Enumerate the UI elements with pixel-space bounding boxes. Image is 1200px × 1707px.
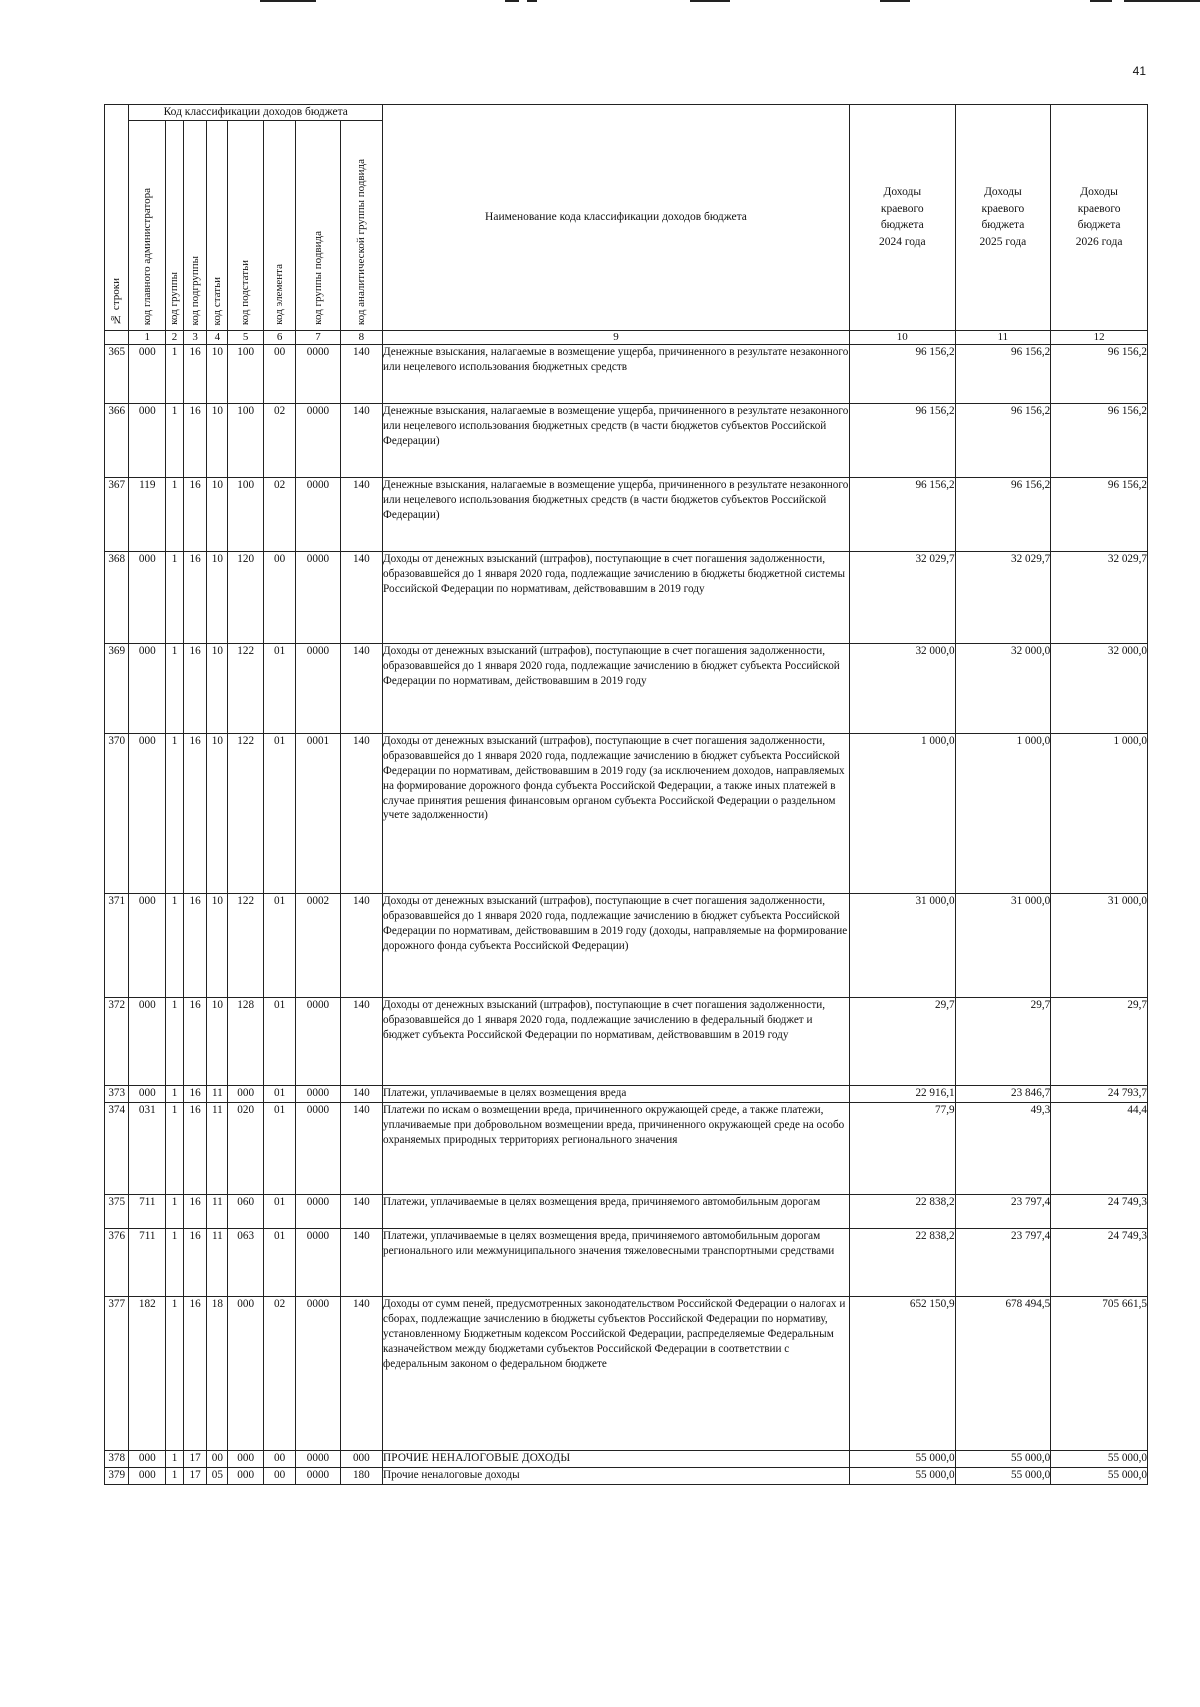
- row-number: 378: [105, 1450, 129, 1467]
- admin-code: 182: [129, 1296, 166, 1450]
- subarticle-code: 000: [228, 1085, 264, 1102]
- group-code: 1: [166, 643, 184, 733]
- element-code: 00: [263, 551, 295, 643]
- table-row: [105, 643, 1148, 733]
- revenue-description: Денежные взыскания, налагаемые в возмещение ущерба, причиненного в результате незаконного или нецелевого использования бюджетных средств (в части бюджетов субъектов Российской Федерации): [383, 403, 850, 477]
- amount-2024: 32 029,7: [849, 551, 955, 643]
- group-code: 1: [166, 551, 184, 643]
- analytic-code: 140: [340, 1228, 382, 1296]
- row-number: 374: [105, 1102, 129, 1194]
- admin-code: 000: [129, 733, 166, 893]
- subtype-group-code: 0000: [296, 551, 340, 643]
- header-element-code: код элемента: [263, 120, 295, 330]
- amount-2026: 96 156,2: [1051, 344, 1148, 403]
- subgroup-code: 16: [183, 1194, 206, 1228]
- table-row: [105, 1450, 1148, 1467]
- amount-2026: 44,4: [1051, 1102, 1148, 1194]
- header-analytic-group-code: код аналитической группы подвида: [340, 120, 382, 330]
- group-code: 1: [166, 1194, 184, 1228]
- admin-code: 000: [129, 643, 166, 733]
- admin-code: 000: [129, 1467, 166, 1484]
- subgroup-code: 16: [183, 733, 206, 893]
- header-year-2026: Доходы краевого бюджета 2026 года: [1051, 105, 1148, 331]
- subarticle-code: 000: [228, 1296, 264, 1450]
- element-code: 01: [263, 643, 295, 733]
- subgroup-code: 16: [183, 893, 206, 997]
- subtype-group-code: 0000: [296, 1194, 340, 1228]
- amount-2026: 96 156,2: [1051, 477, 1148, 551]
- column-number: 7: [296, 330, 340, 344]
- element-code: 01: [263, 1194, 295, 1228]
- subarticle-code: 122: [228, 893, 264, 997]
- amount-2026: 32 000,0: [1051, 643, 1148, 733]
- column-number: [105, 330, 129, 344]
- analytic-code: 140: [340, 1296, 382, 1450]
- table-row: [105, 1102, 1148, 1194]
- admin-code: 031: [129, 1102, 166, 1194]
- article-code: 10: [207, 893, 228, 997]
- page-number: 41: [1132, 64, 1146, 78]
- element-code: 01: [263, 1228, 295, 1296]
- group-code: 1: [166, 733, 184, 893]
- amount-2026: 31 000,0: [1051, 893, 1148, 997]
- header-year-2025: Доходы краевого бюджета 2025 года: [955, 105, 1051, 331]
- amount-2025: 29,7: [955, 997, 1051, 1085]
- revenue-description: Доходы от денежных взысканий (штрафов), поступающие в счет погашения задолженности, образовавшейся до 1 января 2020 года, подлежащие зачислению в бюджет субъекта Российской Федерации по нормативам, действовавшим в 2019 году (доходы, направляемые на формирование дорожного фонда субъекта Российской Федерации): [383, 893, 850, 997]
- row-number: 373: [105, 1085, 129, 1102]
- admin-code: 000: [129, 551, 166, 643]
- amount-2026: 24 749,3: [1051, 1228, 1148, 1296]
- subtype-group-code: 0000: [296, 1467, 340, 1484]
- subtype-group-code: 0000: [296, 1228, 340, 1296]
- subgroup-code: 16: [183, 344, 206, 403]
- article-code: 11: [207, 1228, 228, 1296]
- amount-2025: 32 000,0: [955, 643, 1051, 733]
- table-row: [105, 997, 1148, 1085]
- header-subgroup-code: код подгруппы: [183, 120, 206, 330]
- element-code: 01: [263, 1102, 295, 1194]
- element-code: 01: [263, 893, 295, 997]
- admin-code: 711: [129, 1194, 166, 1228]
- subarticle-code: 122: [228, 733, 264, 893]
- article-code: 10: [207, 477, 228, 551]
- article-code: 00: [207, 1450, 228, 1467]
- subtype-group-code: 0000: [296, 1085, 340, 1102]
- table-row: [105, 733, 1148, 893]
- table-row: [105, 1194, 1148, 1228]
- amount-2025: 678 494,5: [955, 1296, 1051, 1450]
- admin-code: 000: [129, 403, 166, 477]
- article-code: 11: [207, 1085, 228, 1102]
- header-subarticle-code: код подстатьи: [228, 120, 264, 330]
- subgroup-code: 16: [183, 1102, 206, 1194]
- scan-edge-marks: [0, 0, 1200, 6]
- amount-2024: 32 000,0: [849, 643, 955, 733]
- table-row: [105, 893, 1148, 997]
- column-number: 3: [183, 330, 206, 344]
- admin-code: 000: [129, 893, 166, 997]
- subtype-group-code: 0000: [296, 1102, 340, 1194]
- amount-2026: 55 000,0: [1051, 1450, 1148, 1467]
- subarticle-code: 063: [228, 1228, 264, 1296]
- row-number: 375: [105, 1194, 129, 1228]
- row-number: 372: [105, 997, 129, 1085]
- amount-2026: 1 000,0: [1051, 733, 1148, 893]
- subgroup-code: 17: [183, 1450, 206, 1467]
- subtype-group-code: 0000: [296, 477, 340, 551]
- column-number: 9: [383, 330, 850, 344]
- amount-2026: 96 156,2: [1051, 403, 1148, 477]
- row-number: 377: [105, 1296, 129, 1450]
- column-number: 2: [166, 330, 184, 344]
- analytic-code: 140: [340, 1085, 382, 1102]
- analytic-code: 140: [340, 997, 382, 1085]
- row-number: 371: [105, 893, 129, 997]
- element-code: 02: [263, 1296, 295, 1450]
- revenue-description: Доходы от денежных взысканий (штрафов), поступающие в счет погашения задолженности, образовавшейся до 1 января 2020 года, подлежащие зачислению в бюджеты бюджетной системы Российской Федерации по нормативам, действовавшим в 2019 году: [383, 551, 850, 643]
- subarticle-code: 100: [228, 344, 264, 403]
- amount-2024: 96 156,2: [849, 344, 955, 403]
- group-code: 1: [166, 1467, 184, 1484]
- subtype-group-code: 0001: [296, 733, 340, 893]
- amount-2024: 22 916,1: [849, 1085, 955, 1102]
- subgroup-code: 16: [183, 997, 206, 1085]
- analytic-code: 140: [340, 403, 382, 477]
- element-code: 01: [263, 733, 295, 893]
- article-code: 11: [207, 1194, 228, 1228]
- group-code: 1: [166, 997, 184, 1085]
- subgroup-code: 16: [183, 1296, 206, 1450]
- header-admin-code: код главного администратора: [129, 120, 166, 330]
- column-number: 4: [207, 330, 228, 344]
- row-number: 365: [105, 344, 129, 403]
- article-code: 10: [207, 551, 228, 643]
- subarticle-code: 100: [228, 403, 264, 477]
- admin-code: 711: [129, 1228, 166, 1296]
- element-code: 01: [263, 1085, 295, 1102]
- article-code: 10: [207, 403, 228, 477]
- revenue-description: Прочие неналоговые доходы: [383, 1467, 850, 1484]
- analytic-code: 140: [340, 893, 382, 997]
- column-number: 11: [955, 330, 1051, 344]
- header-row-number: № строки: [105, 105, 129, 331]
- analytic-code: 000: [340, 1450, 382, 1467]
- subgroup-code: 16: [183, 1228, 206, 1296]
- amount-2024: 22 838,2: [849, 1228, 955, 1296]
- row-number: 368: [105, 551, 129, 643]
- column-number: 10: [849, 330, 955, 344]
- revenue-description: Платежи, уплачиваемые в целях возмещения вреда: [383, 1085, 850, 1102]
- amount-2025: 32 029,7: [955, 551, 1051, 643]
- amount-2025: 23 797,4: [955, 1194, 1051, 1228]
- amount-2025: 23 797,4: [955, 1228, 1051, 1296]
- admin-code: 000: [129, 1085, 166, 1102]
- header-year-2024: Доходы краевого бюджета 2024 года: [849, 105, 955, 331]
- article-code: 10: [207, 997, 228, 1085]
- column-number: 5: [228, 330, 264, 344]
- amount-2026: 32 029,7: [1051, 551, 1148, 643]
- subtype-group-code: 0000: [296, 344, 340, 403]
- amount-2024: 96 156,2: [849, 403, 955, 477]
- column-number-row: [105, 330, 1148, 344]
- subarticle-code: 020: [228, 1102, 264, 1194]
- amount-2024: 22 838,2: [849, 1194, 955, 1228]
- analytic-code: 140: [340, 551, 382, 643]
- element-code: 00: [263, 344, 295, 403]
- group-code: 1: [166, 1450, 184, 1467]
- row-number: 370: [105, 733, 129, 893]
- amount-2024: 652 150,9: [849, 1296, 955, 1450]
- admin-code: 119: [129, 477, 166, 551]
- element-code: 00: [263, 1467, 295, 1484]
- amount-2026: 705 661,5: [1051, 1296, 1148, 1450]
- revenue-description: Доходы от денежных взысканий (штрафов), поступающие в счет погашения задолженности, образовавшейся до 1 января 2020 года, подлежащие зачислению в федеральный бюджет и бюджет субъекта Российской Федерации по нормативам, действовавшим в 2019 году: [383, 997, 850, 1085]
- revenue-description: Доходы от сумм пеней, предусмотренных законодательством Российской Федерации о налогах и сборах, подлежащие зачислению в бюджеты субъектов Российской Федерации по нормативу, установленному Бюджетным кодексом Российской Федерации, распределяемые Федеральным казначейством между бюджетами субъектов Российской Федерации в соответствии с федеральным законом о федеральном бюджете: [383, 1296, 850, 1450]
- table-row: [105, 551, 1148, 643]
- amount-2024: 96 156,2: [849, 477, 955, 551]
- row-number: 367: [105, 477, 129, 551]
- amount-2024: 1 000,0: [849, 733, 955, 893]
- table-row: [105, 477, 1148, 551]
- revenue-description: Доходы от денежных взысканий (штрафов), поступающие в счет погашения задолженности, образовавшейся до 1 января 2020 года, подлежащие зачислению в бюджет субъекта Российской Федерации по нормативам, действовавшим в 2019 году (за исключением доходов, направляемых на формирование дорожного фонда субъекта Российской Федерации, а также иных платежей в случае принятия решения финансовым органом субъекта Российской Федерации о раздельном учете задолженности): [383, 733, 850, 893]
- amount-2025: 31 000,0: [955, 893, 1051, 997]
- amount-2024: 77,9: [849, 1102, 955, 1194]
- table-row: [105, 1228, 1148, 1296]
- subarticle-code: 128: [228, 997, 264, 1085]
- admin-code: 000: [129, 344, 166, 403]
- subarticle-code: 060: [228, 1194, 264, 1228]
- analytic-code: 140: [340, 344, 382, 403]
- subarticle-code: 000: [228, 1467, 264, 1484]
- analytic-code: 140: [340, 1102, 382, 1194]
- amount-2025: 96 156,2: [955, 477, 1051, 551]
- amount-2025: 55 000,0: [955, 1450, 1051, 1467]
- group-code: 1: [166, 403, 184, 477]
- revenue-description: Денежные взыскания, налагаемые в возмещение ущерба, причиненного в результате незаконного или нецелевого использования бюджетных средств: [383, 344, 850, 403]
- group-code: 1: [166, 477, 184, 551]
- subtype-group-code: 0000: [296, 997, 340, 1085]
- table-row: [105, 344, 1148, 403]
- admin-code: 000: [129, 1450, 166, 1467]
- amount-2025: 55 000,0: [955, 1467, 1051, 1484]
- element-code: 02: [263, 403, 295, 477]
- column-number: 12: [1051, 330, 1148, 344]
- analytic-code: 140: [340, 643, 382, 733]
- table-row: [105, 403, 1148, 477]
- subarticle-code: 100: [228, 477, 264, 551]
- amount-2025: 96 156,2: [955, 403, 1051, 477]
- amount-2025: 23 846,7: [955, 1085, 1051, 1102]
- amount-2025: 1 000,0: [955, 733, 1051, 893]
- amount-2025: 96 156,2: [955, 344, 1051, 403]
- column-number: 6: [263, 330, 295, 344]
- revenue-description: Платежи по искам о возмещении вреда, причиненного окружающей среде, а также платежи, уплачиваемые при добровольном возмещении вреда, причиненного окружающей среде на особо охраняемых природных территориях регионального значения: [383, 1102, 850, 1194]
- subgroup-code: 16: [183, 551, 206, 643]
- revenue-description: Доходы от денежных взысканий (штрафов), поступающие в счет погашения задолженности, образовавшейся до 1 января 2020 года, подлежащие зачислению в бюджет субъекта Российской Федерации по нормативам, действовавшим в 2019 году: [383, 643, 850, 733]
- table-row: [105, 1085, 1148, 1102]
- table-row: [105, 1296, 1148, 1450]
- header-subtype-group-code: код группы подвида: [296, 120, 340, 330]
- revenue-description: Платежи, уплачиваемые в целях возмещения вреда, причиняемого автомобильным дорогам: [383, 1194, 850, 1228]
- analytic-code: 180: [340, 1467, 382, 1484]
- subarticle-code: 120: [228, 551, 264, 643]
- analytic-code: 140: [340, 1194, 382, 1228]
- amount-2024: 29,7: [849, 997, 955, 1085]
- subarticle-code: 122: [228, 643, 264, 733]
- column-number: 1: [129, 330, 166, 344]
- amount-2026: 24 749,3: [1051, 1194, 1148, 1228]
- row-number: 379: [105, 1467, 129, 1484]
- revenue-description: Денежные взыскания, налагаемые в возмещение ущерба, причиненного в результате незаконного или нецелевого использования бюджетных средств (в части бюджетов субъектов Российской Федерации): [383, 477, 850, 551]
- article-code: 11: [207, 1102, 228, 1194]
- header-code-group: Код классификации доходов бюджета: [129, 105, 383, 121]
- analytic-code: 140: [340, 733, 382, 893]
- row-number: 366: [105, 403, 129, 477]
- group-code: 1: [166, 344, 184, 403]
- budget-revenue-table: [104, 104, 1148, 1485]
- element-code: 01: [263, 997, 295, 1085]
- amount-2026: 24 793,7: [1051, 1085, 1148, 1102]
- amount-2024: 55 000,0: [849, 1467, 955, 1484]
- article-code: 05: [207, 1467, 228, 1484]
- revenue-description: Платежи, уплачиваемые в целях возмещения вреда, причиняемого автомобильным дорогам регионального или межмуниципального значения тяжеловесными транспортными средствами: [383, 1228, 850, 1296]
- group-code: 1: [166, 1296, 184, 1450]
- amount-2026: 55 000,0: [1051, 1467, 1148, 1484]
- article-code: 10: [207, 643, 228, 733]
- header-group-code: код группы: [166, 120, 184, 330]
- subtype-group-code: 0000: [296, 1296, 340, 1450]
- admin-code: 000: [129, 997, 166, 1085]
- header-description: Наименование кода классификации доходов бюджета: [383, 105, 850, 331]
- amount-2024: 31 000,0: [849, 893, 955, 997]
- subtype-group-code: 0002: [296, 893, 340, 997]
- subarticle-code: 000: [228, 1450, 264, 1467]
- subgroup-code: 16: [183, 477, 206, 551]
- row-number: 369: [105, 643, 129, 733]
- article-code: 18: [207, 1296, 228, 1450]
- table-row: [105, 1467, 1148, 1484]
- subgroup-code: 16: [183, 403, 206, 477]
- group-code: 1: [166, 1102, 184, 1194]
- subgroup-code: 16: [183, 643, 206, 733]
- subgroup-code: 17: [183, 1467, 206, 1484]
- amount-2024: 55 000,0: [849, 1450, 955, 1467]
- amount-2025: 49,3: [955, 1102, 1051, 1194]
- subtype-group-code: 0000: [296, 1450, 340, 1467]
- group-code: 1: [166, 1085, 184, 1102]
- group-code: 1: [166, 1228, 184, 1296]
- group-code: 1: [166, 893, 184, 997]
- column-number: 8: [340, 330, 382, 344]
- subtype-group-code: 0000: [296, 643, 340, 733]
- element-code: 02: [263, 477, 295, 551]
- article-code: 10: [207, 344, 228, 403]
- element-code: 00: [263, 1450, 295, 1467]
- row-number: 376: [105, 1228, 129, 1296]
- revenue-description: ПРОЧИЕ НЕНАЛОГОВЫЕ ДОХОДЫ: [383, 1450, 850, 1467]
- analytic-code: 140: [340, 477, 382, 551]
- article-code: 10: [207, 733, 228, 893]
- subtype-group-code: 0000: [296, 403, 340, 477]
- subgroup-code: 16: [183, 1085, 206, 1102]
- header-article-code: код статьи: [207, 120, 228, 330]
- amount-2026: 29,7: [1051, 997, 1148, 1085]
